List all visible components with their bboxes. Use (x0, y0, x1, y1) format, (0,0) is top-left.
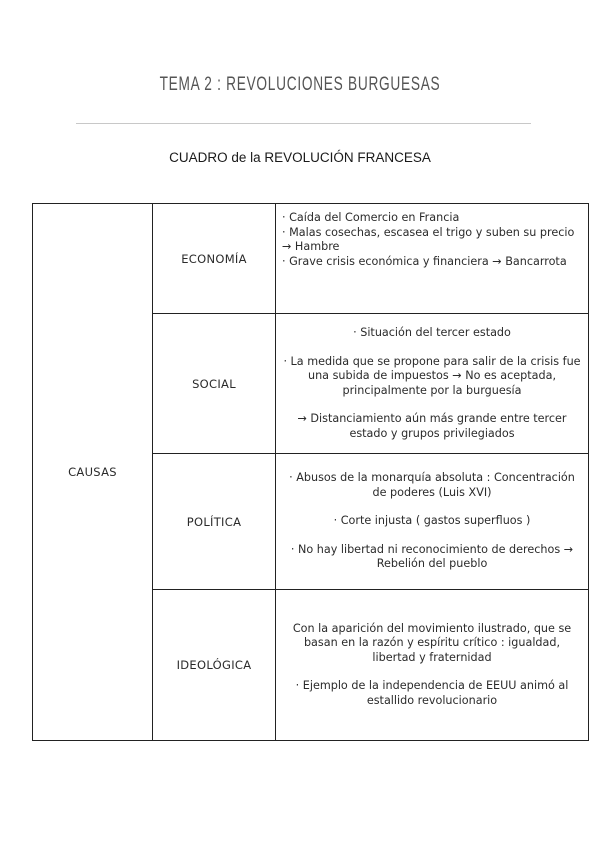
ideologica-description (276, 590, 589, 741)
category-economia: ECONOMÍA (153, 204, 276, 314)
economia-line: · Caída del Comercio en Francia (282, 211, 460, 224)
document-title: TEMA 2 : REVOLUCIONES BURGUESAS (159, 74, 441, 95)
causas-cell: CAUSAS (33, 204, 153, 741)
politica-paragraph: · No hay libertad ni reconocimiento de derechos → Rebelión del pueblo (290, 542, 574, 571)
politica-paragraph: · Abusos de la monarquía absoluta : Concentración de poderes (Luis XVI) (289, 471, 575, 499)
category-social: SOCIAL (153, 314, 276, 454)
table-row (33, 204, 589, 314)
social-paragraph: · La medida que se propone para salir de la crisis fue una subida de impuestos → No es aceptada, principalmente por la burguesía (283, 354, 581, 397)
social-paragraph: · Situación del tercer estado (353, 326, 511, 339)
category-ideologica: IDEOLÓGICA (153, 590, 276, 741)
economia-line: · Malas cosechas, escasea el trigo y suben su precio → Hambre (282, 225, 575, 253)
title-divider (76, 123, 531, 124)
causes-table (32, 203, 589, 741)
economia-line: · Grave crisis económica y financiera → Bancarrota (282, 254, 567, 268)
politica-description (276, 454, 589, 590)
table-heading: CUADRO de la REVOLUCIÓN FRANCESA (169, 150, 431, 165)
category-politica: POLÍTICA (153, 454, 276, 590)
politica-paragraph: · Corte injusta ( gastos superfluos ) (333, 514, 531, 528)
social-description (276, 314, 589, 454)
social-paragraph: → Distanciamiento aún más grande entre tercer estado y grupos privilegiados (297, 412, 567, 440)
ideologica-paragraph: Con la aparición del movimiento ilustrado, que se basan en la razón y espíritu crítico : igualdad, libertad y fraternidad (292, 621, 572, 664)
economia-description (276, 204, 589, 314)
ideologica-paragraph: · Ejemplo de la independencia de EEUU animó al estallido revolucionario (295, 679, 569, 707)
